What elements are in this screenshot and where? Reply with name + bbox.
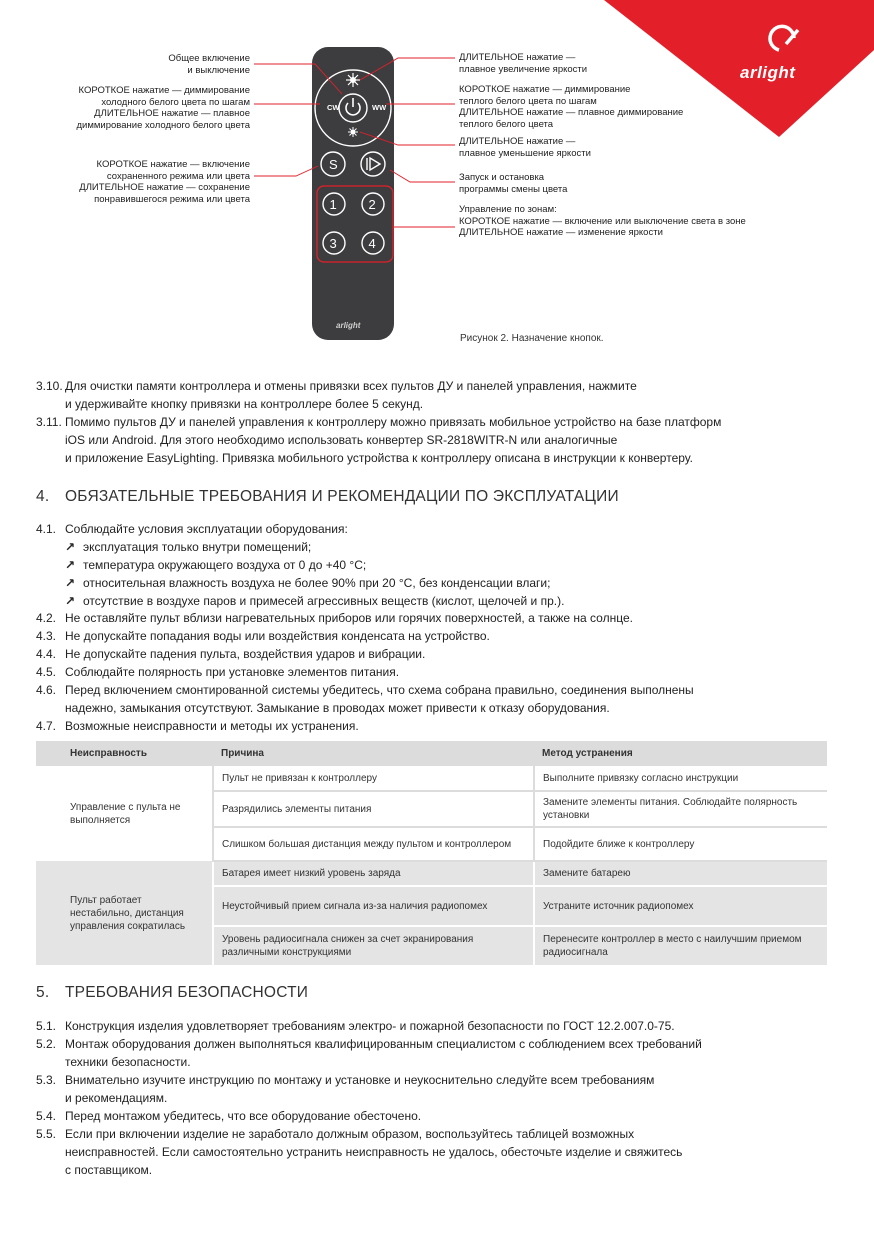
cause-cell: Пульт не привязан к контроллеру [213,766,534,791]
callout-zones: Управление по зонам: КОРОТКОЕ нажатие — включение или выключение света в зоне ДЛИТЕЛЬНОЕ нажатие — изменение яркости [459,204,746,238]
callout-ww: КОРОТКОЕ нажатие — диммирование теплого белого цвета по шагам ДЛИТЕЛЬНОЕ нажатие — плавное диммирование теплого белого цвета [459,84,684,130]
troubleshooting-table [36,741,827,967]
item-5-3-cont: и рекомендациям. [65,1091,168,1105]
cause-cell: Батарея имеет низкий уровень заряда [213,861,534,886]
leader-power [254,64,342,94]
bullet-item: ↗ температура окружающего воздуха от 0 до +40 °C; [65,558,367,572]
callout-brightness-up: ДЛИТЕЛЬНОЕ нажатие — плавное увеличение яркости [459,52,588,75]
item-4-3: 4.3. Не допускайте попадания воды или воздействия конденсата на устройство. [36,629,490,643]
cause-cell: Разрядились элементы питания [213,791,534,827]
callout-play-program: Запуск и остановка программы смены цвета [459,172,568,195]
column-header-remedy: Метод устранения [534,741,827,766]
callout-brightness-down: ДЛИТЕЛЬНОЕ нажатие — плавное уменьшение яркости [459,136,591,159]
brand-logo: arlight [740,63,796,82]
save-mode-label: S [329,157,338,172]
table-row [36,861,827,886]
item-4-1: 4.1. Соблюдайте условия эксплуатации оборудования: [36,522,348,536]
arrow-bullet-icon: ↗ [65,576,76,590]
section-5-title: 5. ТРЕБОВАНИЯ БЕЗОПАСНОСТИ [36,984,309,1001]
item-4-7: 4.7. Возможные неисправности и методы их устранения. [36,719,359,733]
item-5-5-cont: с поставщиком. [65,1163,153,1177]
callout-save-mode: КОРОТКОЕ нажатие — включение сохраненного режима или цвета ДЛИТЕЛЬНОЕ нажатие — сохранение понравившегося режима или цвета [79,159,250,205]
fault-cell: Пульт работает нестабильно, дистанция управления сократилась [36,861,213,966]
remote-logo: arlight [336,321,361,330]
item-5-5-cont: неисправностей. Если самостоятельно устранить неисправность не удалось, обесточьте изделие и свяжитесь [65,1145,683,1159]
remedy-cell: Устраните источник радиопомех [534,886,827,926]
remedy-cell: Подойдите ближе к контроллеру [534,827,827,861]
callout-cw: КОРОТКОЕ нажатие — диммирование холодного белого цвета по шагам ДЛИТЕЛЬНОЕ нажатие — плавное диммирование холодного белого цвета [76,85,250,131]
zone-1-label: 1 [329,197,337,212]
bullet-item: ↗ эксплуатация только внутри помещений; [65,540,312,554]
item-5-4: 5.4. Перед монтажом убедитесь, что все оборудование обесточено. [36,1109,422,1123]
table-header-row [36,741,827,766]
column-header-fault: Неисправность [36,741,213,766]
item-5-2-cont: техники безопасности. [65,1055,191,1069]
remedy-cell: Замените элементы питания. Соблюдайте полярность установки [534,791,827,827]
item-4-2: 4.2. Не оставляйте пульт вблизи нагревательных приборов или горячих поверхностей, а также на солнце. [36,611,633,625]
item-4-5: 4.5. Соблюдайте полярность при установке элементов питания. [36,665,400,679]
arrow-bullet-icon: ↗ [65,558,76,572]
bullet-item: ↗ относительная влажность воздуха не более 90% при 20 °C, без конденсации влаги; [65,576,551,590]
item-5-1: 5.1. Конструкция изделия удовлетворяет требованиям электро- и пожарной безопасности по ГОСТ 12.2.007.0-75. [36,1019,675,1033]
cause-cell: Слишком большая дистанция между пультом и контроллером [213,827,534,861]
table-row [36,766,827,791]
zone-3-label: 3 [329,236,337,251]
cw-label: CW [327,103,340,112]
remedy-cell: Перенесите контроллер в место с наилучшим приемом радиосигнала [534,926,827,966]
item-5-5: 5.5. Если при включении изделие не заработало должным образом, воспользуйтесь таблицей возможных [36,1127,635,1141]
section-4-title: 4. ОБЯЗАТЕЛЬНЫЕ ТРЕБОВАНИЯ И РЕКОМЕНДАЦИИ ПО ЭКСПЛУАТАЦИИ [36,488,619,505]
callout-power: Общее включение и выключение [168,53,250,76]
bullet-item: ↗ отсутствие в воздухе паров и примесей агрессивных веществ (кислот, щелочей и пр.). [65,594,565,608]
zone-2-label: 2 [368,197,376,212]
paragraph-3-10: 3.10. Для очистки памяти контроллера и отмены привязки всех пультов ДУ и панелей управления, нажмите и удерживайте кнопку привязки на контроллере более 5 секунд. [36,379,637,411]
item-4-6: 4.6. Перед включением смонтированной системы убедитесь, что схема собрана правильно, соединения выполнены [36,683,694,697]
item-4-6-cont: надежно, замыкания отсутствуют. Замыкание в проводах может привести к отказу оборудования. [65,701,610,715]
paragraph-3-11: 3.11. Помимо пультов ДУ и панелей управления к контроллеру можно привязать мобильное устройство на базе платформ iOS или Android. Для этого необходимо использовать конвертер SR-2818WITR-N или аналогичные и приложение EasyLighting. Привязка мобильного устройства к контроллеру описана в инструкции к конвертеру. [36,415,722,465]
arrow-bullet-icon: ↗ [65,594,76,608]
ww-label: WW [372,103,387,112]
leader-play [390,170,455,182]
fault-cell: Управление с пульта не выполняется [36,766,213,861]
remedy-cell: Замените батарею [534,861,827,886]
leader-save [254,166,318,176]
item-4-4: 4.4. Не допускайте падения пульта, воздействия ударов и вибрации. [36,647,426,661]
leader-brightness-down [360,132,455,145]
remedy-cell: Выполните привязку согласно инструкции [534,766,827,791]
leader-brightness-up [360,58,455,80]
figure-caption: Рисунок 2. Назначение кнопок. [460,333,604,344]
item-5-3: 5.3. Внимательно изучите инструкцию по монтажу и установке и неукоснительно следуйте всем требованиям [36,1073,655,1087]
item-5-2: 5.2. Монтаж оборудования должен выполняться квалифицированным специалистом с соблюдением всех требований [36,1037,702,1051]
cause-cell: Уровень радиосигнала снижен за счет экранирования различными конструкциями [213,926,534,966]
column-header-cause: Причина [213,741,534,766]
arrow-bullet-icon: ↗ [65,540,76,554]
cause-cell: Неустойчивый прием сигнала из-за наличия радиопомех [213,886,534,926]
zone-4-label: 4 [368,236,376,251]
